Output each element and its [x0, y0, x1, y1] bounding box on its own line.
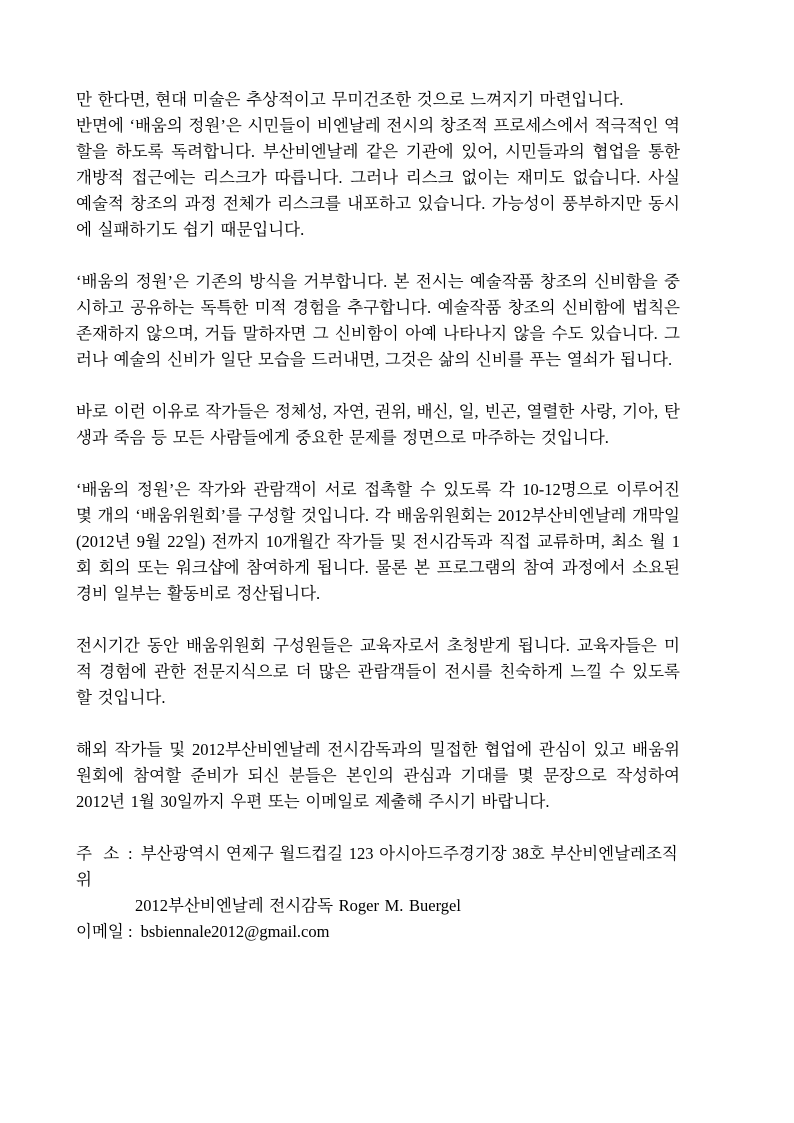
- label-colon-separator: :: [128, 844, 133, 863]
- label-colon-separator: :: [128, 922, 133, 941]
- address-label: 주 소: [76, 844, 120, 863]
- paragraph-learning-councils: ‘배움의 정원’은 작가와 관람객이 서로 접촉할 수 있도록 각 10-12명으로 이루어진 몇 개의 ‘배움위원회’를 구성할 것입니다. 각 배움위원회는 2012부산비엔날레 개막일(2012년 9월 22일) 전까지 10개월간 작가들 및 전시감독과 직접 교류하며, 최소 월 1회 회의 또는 워크샵에 참여하게 됩니다. 물론 본 프로그램의 참여 과정에서 소요된 경비 일부는 활동비로 정산됩니다.: [76, 480, 680, 603]
- contact-block: [76, 841, 680, 945]
- paragraph-application-instructions: 해외 작가들 및 2012부산비엔날레 전시감독과의 밀접한 협업에 관심이 있고 배움위원회에 참여할 준비가 되신 분들은 본인의 관심과 기대를 몇 문장으로 작성하여 2012년 1월 30일까지 우편 또는 이메일로 제출해 주시기 바랍니다.: [76, 740, 680, 811]
- email-address: bsbiennale2012@gmail.com: [140, 922, 330, 941]
- paragraph-garden-of-learning-citizens: 반면에 ‘배움의 정원’은 시민들이 비엔날레 전시의 창조적 프로세스에서 적극적인 역할을 하도록 독려합니다. 부산비엔날레 같은 기관에 있어, 시민들과의 협업을 통한 개방적 접근에는 리스크가 따릅니다. 그러나 리스크 없이는 재미도 없습니다. 사실 예술적 창조의 과정 전체가 리스크를 내포하고 있습니다. 가능성이 풍부하지만 동시에 실패하기도 쉽기 때문입니다.: [76, 116, 680, 239]
- contact-email-row: [76, 919, 680, 945]
- paragraph-educators: 전시기간 동안 배움위원회 구성원들은 교육자로서 초청받게 됩니다. 교육자들은 미적 경험에 관한 전문지식으로 더 많은 관람객들이 전시를 친숙하게 느낄 수 있도록 할 것입니다.: [76, 636, 680, 707]
- paragraph-artists-themes: 바로 이런 이유로 작가들은 정체성, 자연, 권위, 배신, 일, 빈곤, 열렬한 사랑, 기아, 탄생과 죽음 등 모든 사람들에게 중요한 문제를 정면으로 마주하는 것입니다.: [76, 402, 680, 447]
- address-text: 부산광역시 연제구 월드컵길 123 아시아드주경기장 38호 부산비엔날레조직위: [76, 844, 678, 889]
- contact-address-row: [76, 841, 680, 893]
- paragraph-rejecting-existing-methods: ‘배움의 정원’은 기존의 방식을 거부합니다. 본 전시는 예술작품 창조의 신비함을 중시하고 공유하는 독특한 미적 경험을 추구합니다. 예술작품 창조의 신비함에 법칙은 존재하지 않으며, 거듭 말하자면 그 신비함이 아예 나타나지 않을 수도 있습니다. 그러나 예술의 신비가 일단 모습을 드러내면, 그것은 삶의 신비를 푸는 열쇠가 됩니다.: [76, 272, 680, 369]
- exhibition-director-text: 2012부산비엔날레 전시감독 Roger M. Buergel: [135, 896, 461, 915]
- paragraph-continued-from-previous-page: 만 한다면, 현대 미술은 추상적이고 무미건조한 것으로 느껴지기 마련입니다.: [76, 90, 624, 109]
- email-label: 이메일: [76, 922, 124, 941]
- contact-address-row-2: [76, 893, 680, 919]
